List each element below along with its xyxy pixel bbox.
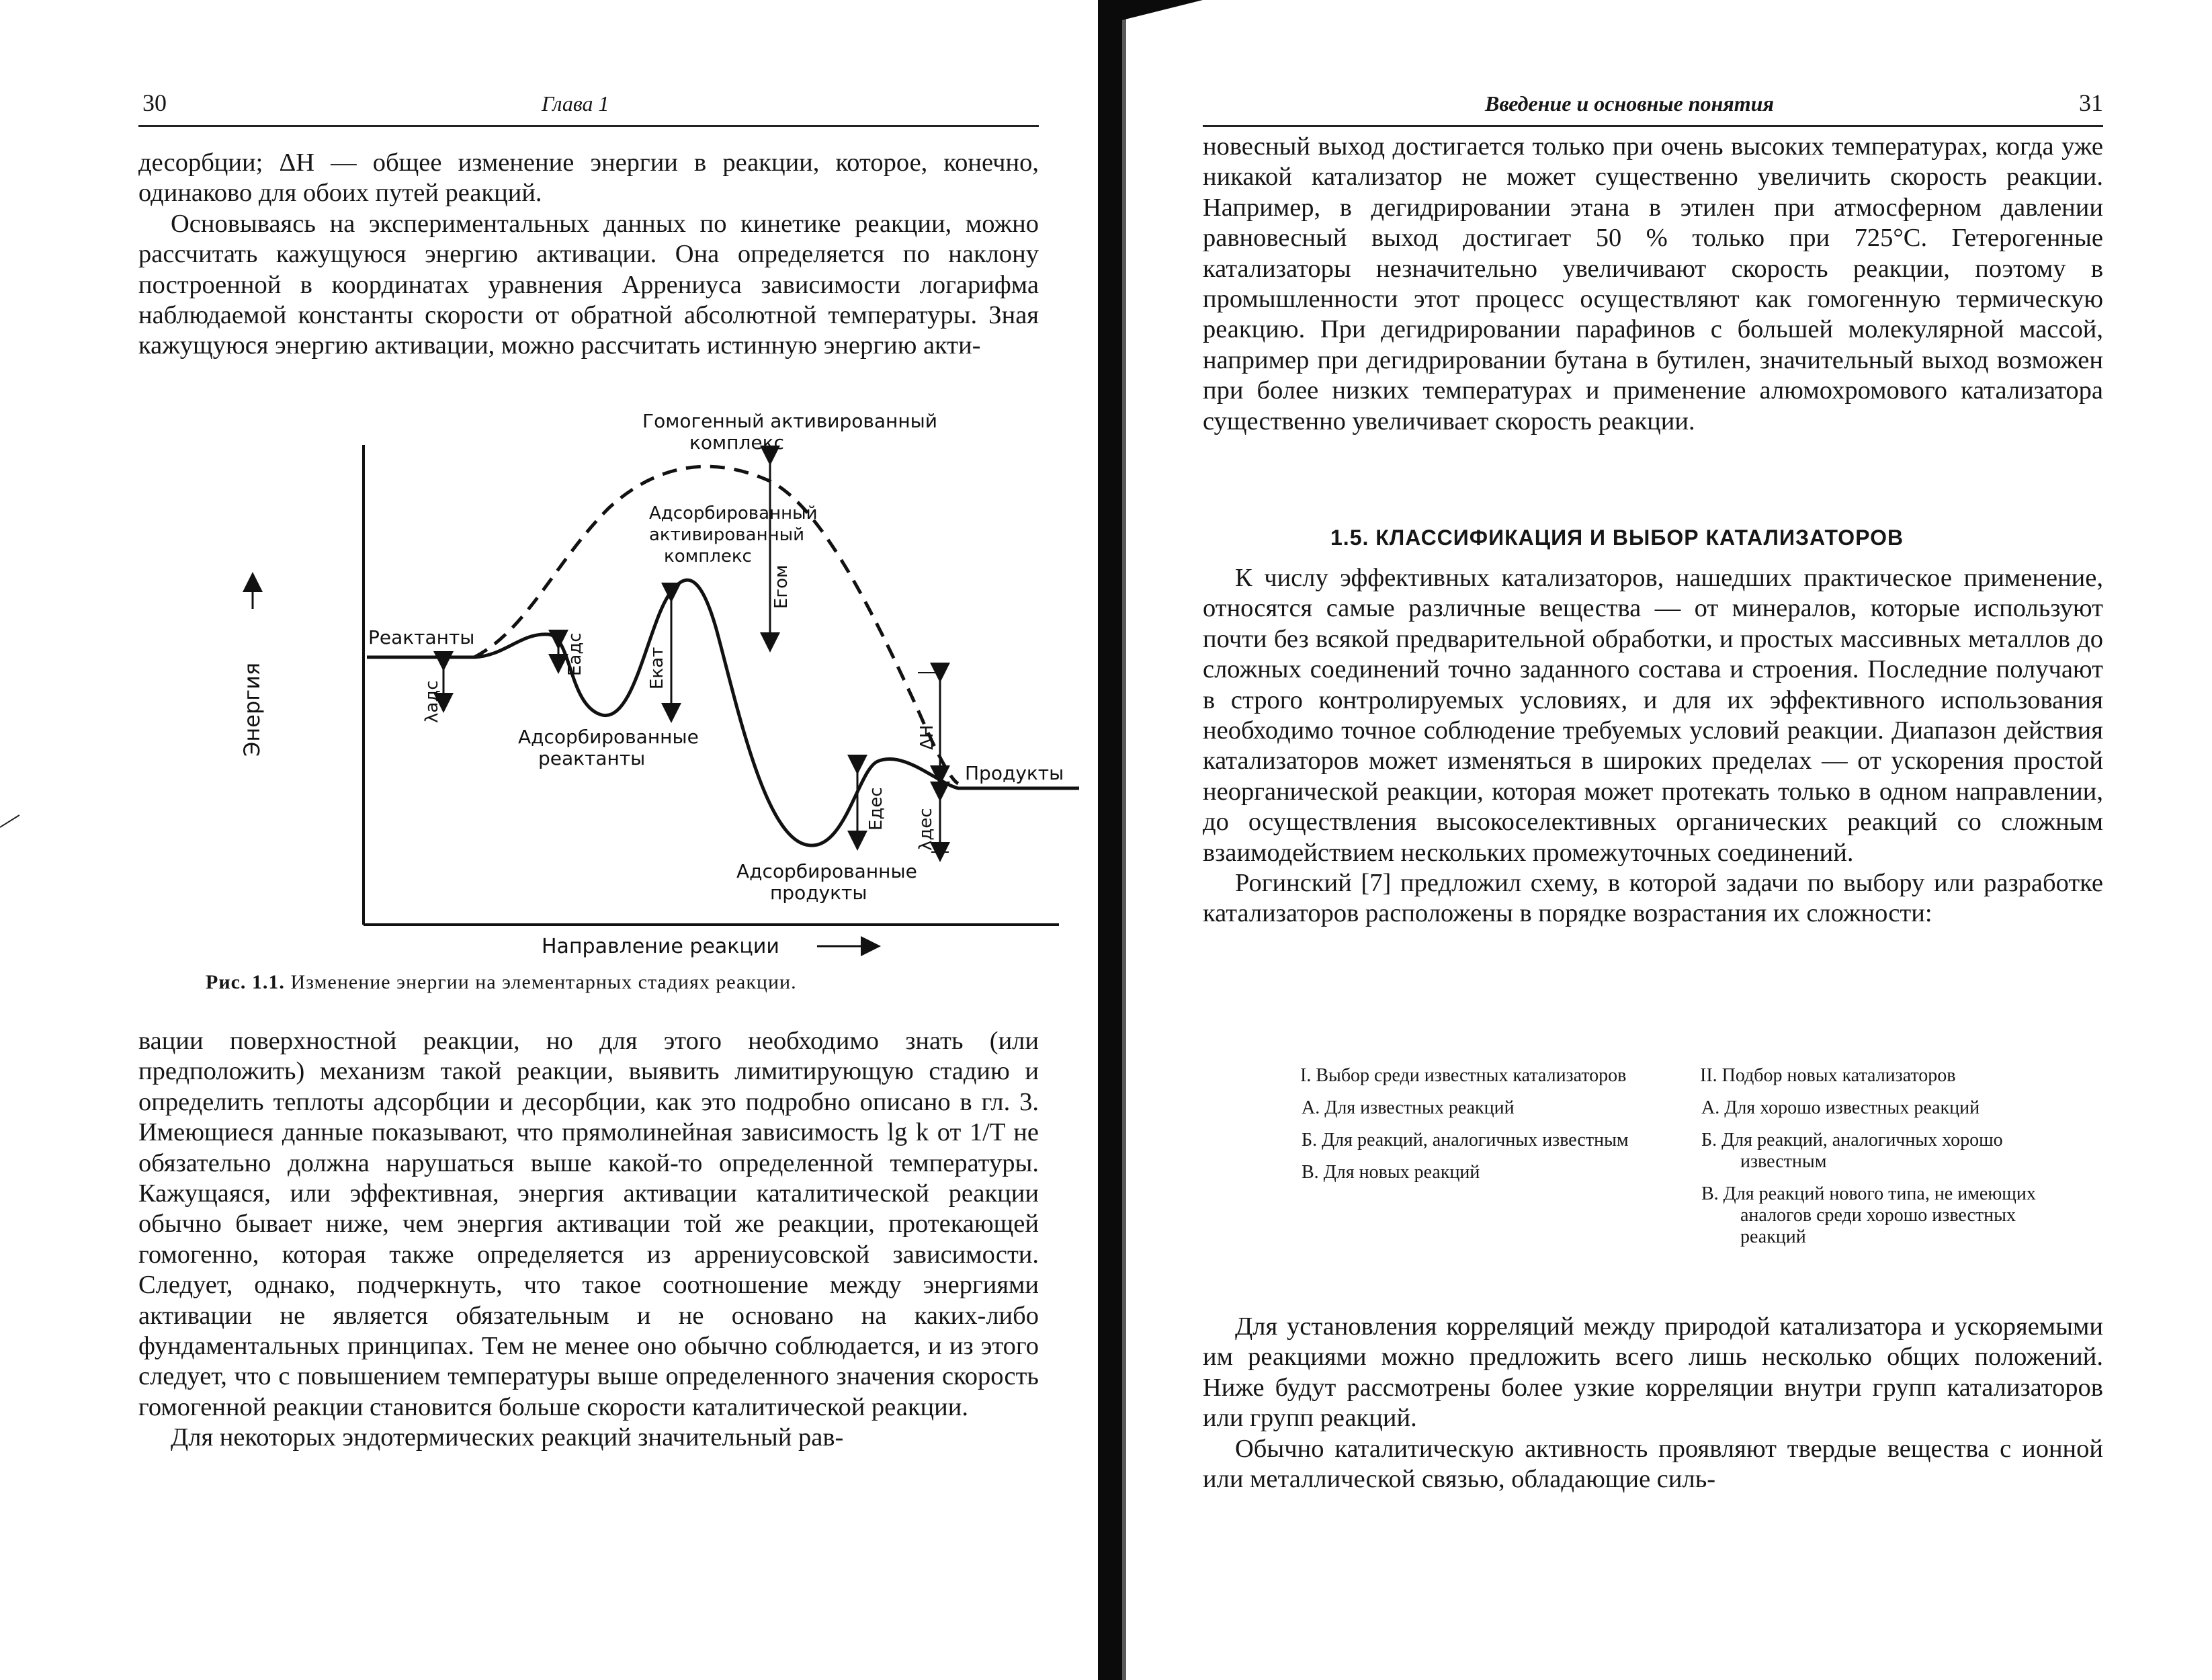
list-item: В. Для реакций нового типа, не имеющих аналогов среди хорошо известных реакций [1701,1183,2036,1247]
page-number: 31 [2079,89,2103,116]
label-y-axis: Энергия [239,662,265,757]
figure-number: Рис. 1.1. [206,971,285,993]
paragraph: К числу эффективных катализаторов, нашедших практическое применение, относятся самые различные вещества — от минералов, которые используют почти без всякой предварительной обработки, и простых массивных металлов до сложных соединений точно заданного состава и строения. Последние получают в строго контролируемых условиях, и для их эффективного использования необходимо точное соблюдение требуемых условий реакции. Диапазон действия катализаторов может изменяться в широких пределах — от ускорения простой неорганической реакции, которая может протекать только в одном направлении, до осуществления высокоселективных органических реакций со сложным взаимодействием нескольких промежуточных соединений. [1203,564,2103,867]
paragraph: новесный выход достигается только при очень высоких температурах, когда уже никакой катализатор не может существенно увеличить скорость реакции. Например, в дегидрировании этана в этилен при атмосферном давлении равновесный выход достигает 50 % только при 725°С. Гетерогенные катализаторы незначительно увеличивают скорость реакции, поэтому в промышленности этот процесс осуществляют как гомогенную термическую реакцию. При дегидрировании парафинов с большей молекулярной массой, например при дегидрировании бутана в бутилен, значительный выход возможен при более низких температурах и применение алюмохромового катализатора существенно увеличивает скорость реакции. [1203,132,2103,435]
right-page [1203,0,2103,1680]
label-adsorbed-products: продукты [770,882,867,904]
figure-caption-text: Изменение энергии на элементарных стадиях реакции. [284,971,797,993]
list-item: В. Для новых реакций [1302,1162,1480,1183]
scheme-column [1700,1065,2076,1259]
body-text-middle [1203,563,2103,929]
figure-caption [206,971,797,994]
running-header [138,86,1039,127]
label-e-ads: Eадс [565,632,585,676]
label-adsorbed-complex: активированный [649,525,804,545]
paragraph: вации поверхностной реакции, но для этого необходимо знать (или предположить) механизм такой реакции, выявить лимитирующую стадию и определить теплоты адсорбции и десорбции, как это подробно описано в гл. 3. Имеющиеся данные показывают, что прямолинейная зависимость lg k от 1/T не обязательно должна нарушаться выше какой-то определенной температуры. Кажущаяся, или эффективная, энергия активации каталитической реакции обычно бывает ниже, чем энергия активации той же реакции, протекающей гомогенно, которая также определяется из аррениусовской зависимости. Следует, однако, подчеркнуть, что такое соотношение между энергиями активации не является обязательным и не основано на каких-либо фундаментальных принципах. Тем не менее оно обычно соблюдается, и из этого следует, что с повышением температуры выше определенного значения скорость гомогенной реакции становится больше скорости каталитической реакции. [138,1027,1039,1421]
label-adsorbed-reactants: реактанты [538,747,646,769]
margin-pencil-mark [0,814,19,828]
paragraph: Основываясь на экспериментальных данных по кинетике реакции, можно рассчитать кажущуюся энергию активации. Она определяется по наклону построенной в координатах уравнения Аррениуса зависимости логарифма наблюдаемой константы скорости от обратной абсолютной температуры. Зная кажущуюся энергию активации, можно рассчитать истинную энергию акти- [138,209,1039,360]
list-item: А. Для хорошо известных реакций [1701,1097,1980,1118]
body-text-bottom [138,1026,1039,1454]
list-item: А. Для известных реакций [1302,1097,1515,1118]
paragraph: Для установления корреляций между природой катализатора и ускоряемыми им реакциями можно предложить всего лишь несколько общих положений. Ниже будут рассмотрены более узкие корреляции внутри групп катализаторов или групп реакций. [1203,1312,2103,1433]
energy-diagram [179,407,1079,958]
label-adsorbed-complex: комплекс [664,546,752,566]
paragraph: десорбции; ΔH — общее изменение энергии в реакции, которое, конечно, одинаково для обоих путей реакций. [138,149,1039,208]
label-lambda-des: λдес [916,808,936,851]
label-e-cat: Eкат [647,646,667,689]
list-item: Б. Для реакций, аналогичных хорошо известным [1701,1130,2003,1172]
label-adsorbed-complex: Адсорбированный [649,503,818,523]
page-number: 30 [142,89,167,116]
book-spine [1098,0,1122,1680]
label-homogeneous-complex: Гомогенный активированный [642,410,937,432]
running-head-title: Глава 1 [542,91,609,116]
body-text-top [138,148,1039,362]
label-adsorbed-reactants: Адсорбированные [518,726,699,748]
body-text-top [1203,132,2103,437]
label-x-axis: Направление реакции [542,935,779,958]
section-heading: 1.5. КЛАССИФИКАЦИЯ И ВЫБОР КАТАЛИЗАТОРОВ [1330,526,1904,550]
label-adsorbed-products: Адсорбированные [736,860,917,882]
running-head-title: Введение и основные понятия [1485,91,1774,116]
list-item: Б. Для реакций, аналогичных известным [1302,1130,1629,1150]
energy-diagram-svg [179,407,1079,958]
paragraph: Для некоторых эндотермических реакций значительный рав- [171,1423,844,1452]
running-header [1203,86,2103,127]
paragraph: Рогинский [7] предложил схему, в которой задачи по выбору или разработке катализаторов расположены в порядке возрастания их сложности: [1203,869,2103,928]
list-heading: I. Выбор среди известных катализаторов [1300,1065,1627,1086]
paragraph: Обычно каталитическую активность проявляют твердые вещества с ионной или металлической связью, обладающие силь- [1203,1434,2103,1494]
label-delta-h: ΔH [917,724,937,750]
label-e-hom: Eгом [771,564,792,609]
catalytic-path [367,580,1079,845]
spine-flap [1122,0,1203,20]
label-homogeneous-complex: комплекс [689,431,784,454]
label-products: Продукты [965,762,1064,784]
scheme-column [1300,1065,1676,1194]
body-text-bottom [1203,1312,2103,1495]
left-page [138,0,1064,1680]
spine-shadow [1122,0,1126,1680]
list-heading: II. Подбор новых катализаторов [1700,1065,1956,1086]
label-lambda-ads: λадс [422,680,442,723]
label-reactants: Реактанты [368,626,475,648]
label-e-des: Eдес [866,787,886,831]
